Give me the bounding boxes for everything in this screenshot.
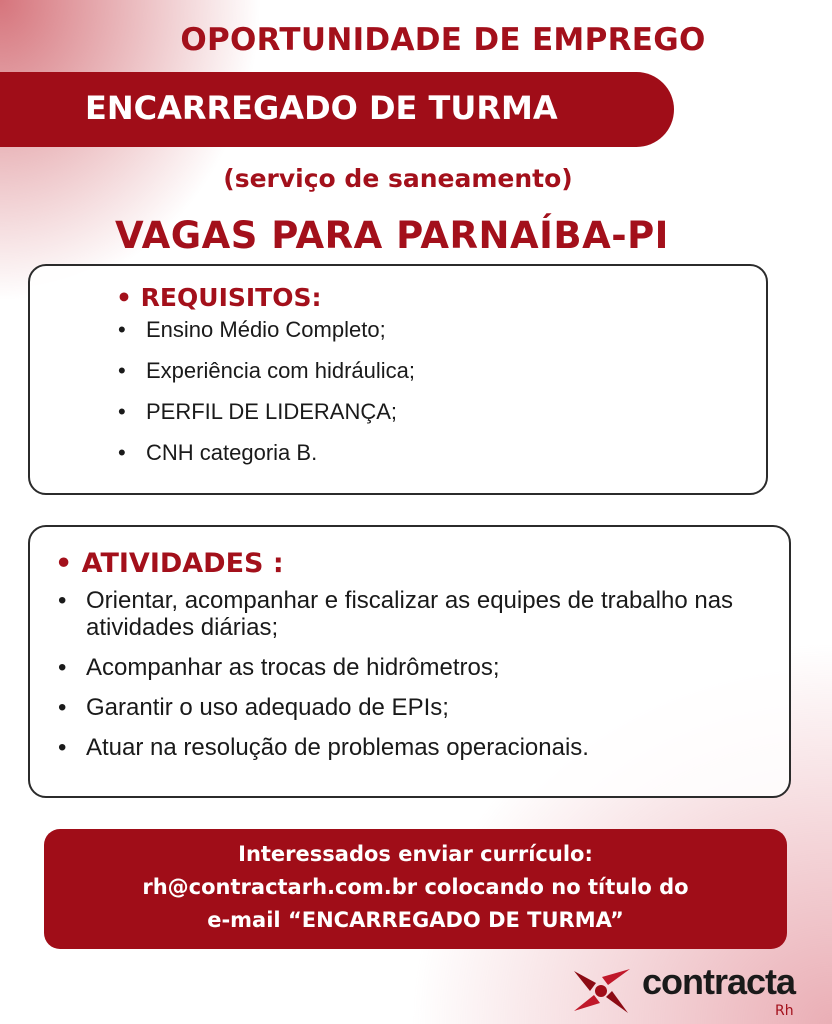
- company-logo: [570, 963, 820, 1021]
- job-title-banner: [0, 72, 674, 147]
- contact-email-line: rh@contractarh.com.br colocando no título do: [142, 875, 689, 899]
- subtitle: (serviço de saneamento): [223, 164, 573, 193]
- bullet-icon: •: [58, 694, 67, 721]
- list-item: • Ensino Médio Completo;: [118, 317, 386, 342]
- bullet-icon: •: [118, 317, 126, 342]
- list-item: • CNH categoria B.: [118, 440, 318, 465]
- contact-line-1: Interessados enviar currículo:: [238, 842, 593, 866]
- list-item: • PERFIL DE LIDERANÇA;: [118, 399, 398, 424]
- logo-suffix: Rh: [775, 1003, 794, 1019]
- page-title: OPORTUNIDADE DE EMPREGO: [180, 22, 706, 58]
- contact-box: [44, 829, 787, 949]
- bullet-icon: •: [118, 399, 126, 424]
- bullet-icon: •: [58, 587, 67, 614]
- job-title: ENCARREGADO DE TURMA: [85, 89, 558, 127]
- activities-box: [28, 525, 791, 798]
- list-item: • Experiência com hidráulica;: [118, 358, 416, 383]
- bullet-icon: •: [118, 440, 126, 465]
- list-item: • Atuar na resolução de problemas operacionais.: [58, 734, 589, 761]
- requirements-box: [28, 264, 768, 495]
- contact-line-3: e-mail “ENCARREGADO DE TURMA”: [207, 908, 624, 932]
- requirements-heading: • REQUISITOS:: [116, 283, 322, 312]
- list-item: • Garantir o uso adequado de EPIs;: [58, 694, 449, 721]
- activities-heading: • ATIVIDADES :: [55, 548, 284, 579]
- location-heading: VAGAS PARA PARNAÍBA-PI: [115, 214, 669, 257]
- bullet-icon: •: [58, 734, 67, 761]
- list-item: • Orientar, acompanhar e fiscalizar as equipes de trabalho nas atividades diárias;: [58, 587, 734, 641]
- logo-wordmark: contracta: [642, 961, 796, 1002]
- bullet-icon: •: [58, 654, 67, 681]
- bullet-icon: •: [118, 358, 126, 383]
- list-item: • Acompanhar as trocas de hidrômetros;: [58, 654, 500, 681]
- logo-mark-icon: [570, 963, 634, 1019]
